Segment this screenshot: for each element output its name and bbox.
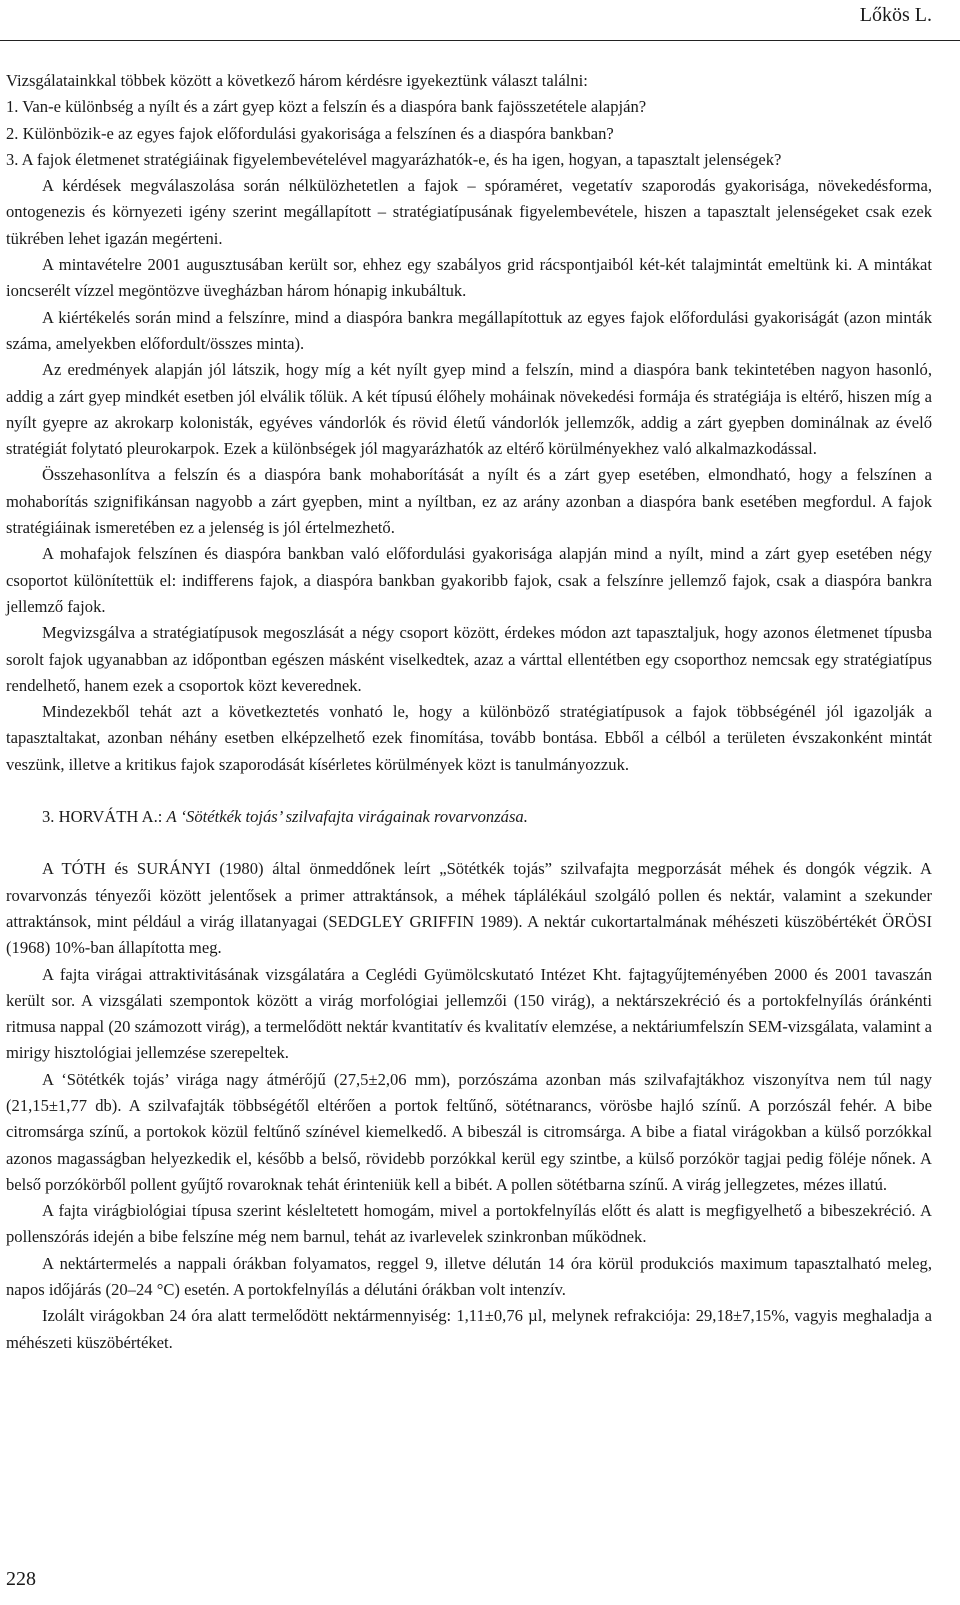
paragraph-sampling: A mintavételre 2001 augusztusában került sor, ehhez egy szabályos grid rácspontjaiból két-két talajmintát emeltünk ki. A mintákat ioncserélt vízzel megöntözve üvegházban három hónapig inkubáltuk. [6, 255, 932, 301]
paragraph-study-design: A fajta virágai attraktivitásának vizsgálatára a Ceglédi Gyümölcskutató Intézet Kht. fajtagyűjteményében 2000 és 2001 tavaszán került sor. A vizsgálati szempontok között a virág morfológiai jellemzői (150 virág), a nektárszekréció és a portokfelnyílás óránkénti ritmusa nappal (20 számozott virág), a termelődött nektár kvantitatív és kvalitatív elemzése, a nektáriumfelszín SEM-vizsgálata, valamint a mirigy hisztológiai jellemzése szerepeltek. [6, 964, 932, 1063]
running-head-author: Lőkös L. [859, 4, 932, 26]
paragraph-flower-biology: A fajta virágbiológiai típusa szerint késleltetett homogám, mivel a portokfelnyílás előtt és alatt is megfigyelhető a bibeszekréció. A pollenszórás idején a bibe felszíne még nem barnul, tehát az ivarlevelek szinkronban működnek. [6, 1201, 932, 1247]
header-rule [0, 40, 960, 41]
paragraph-evaluation: A kiértékelés során mind a felszínre, mind a diaspóra bankra megállapítottuk az egyes fajok előfordulási gyakoriságát (azon minták száma, amelyekben előfordult/összes minta). [6, 307, 932, 353]
paragraph-flower-morphology: A ‘Sötétkék tojás’ virága nagy átmérőjű (27,5±2,06 mm), porzószáma azonban más szilvafajtákhoz viszonyítva nem túl nagy (21,15±1,77 db). A szilvafajták többségétől eltérően a portok feltűnő, sötétnarancs, vörösbe hajló színű. A porzószál fehér. A bibe citromsárga színű, a portokok közül feltűnő színével kiemelkedő. A bibeszál is citromsárga. A bibe a fiatal virágokban a külső porzókkal azonos magasságban helyezkedik el, később a belső, rövidebb porzókkal kerül egy szintbe, a külső porzókör tagjai pedig föléje nőnek. A belső porzókörből pollent gyűjtő rovaroknak tehát érinteniük kell a bibét. A pollen sötétbarna színű. A virág jellegzetes, mézes illatú. [6, 1069, 932, 1194]
paragraph-results: Az eredmények alapján jól látszik, hogy míg a két nyílt gyep mind a felszín, mind a diaspóra bank tekintetében nagyon hasonló, addig a zárt gyep mindkét esetben jól elválik tőlük. A két típusú élőhely moháinak növekedési formája és stratégiája is eltérő, hiszen míg a nyílt gyepre az akrokarp kolonisták, egyéves vándorlók és rövid életű vándorlók jellemzők, addig a zárt gyepben dominálnak az évelő stratégiát folytató pleurokarpok. Ezek a különbségek jól magyarázhatók az eltérő körülményekhez való alkalmazkodással. [6, 360, 932, 459]
citation-sedgley-griffin: SEDGLEY GRIFFIN [328, 911, 475, 931]
question-3: 3. A fajok életmenet stratégiáinak figyelembevételével magyarázhatók-e, és ha igen, hogyan, a tapasztalt jelenségek? [6, 149, 782, 169]
question-2: 2. Különbözik-e az egyes fajok előfordulási gyakorisága a felszínen és a diaspóra bankban? [6, 123, 614, 143]
paragraph-nectar-quantity: Izolált virágokban 24 óra alatt termelődött nektármennyiség: 1,11±0,76 µl, melynek refrakciója: 29,18±7,15%, vagyis meghaladja a méhészeti küszöbértéket. [6, 1306, 932, 1352]
article-author: HORVÁTH A.: [58, 807, 163, 827]
article-heading [6, 804, 932, 830]
paragraph-nectar-production: A nektártermelés a nappali órákban folyamatos, reggel 9, illetve délután 14 óra körül produkciós maximum tapasztalható meleg, napos időjárás (20–24 °C) esetén. A portokfelnyílás a délutáni órákban volt intenzív. [6, 1253, 932, 1300]
citation-suranyi: SURÁNYI [136, 859, 211, 879]
paragraph-strategy-types: Megvizsgálva a stratégiatípusok megoszlását a négy csoport között, érdekes módon azt tapasztaljuk, hogy azonos életmenet típusba sorolt fajok ugyanabban az időpontban egészen másként viselkedtek, azaz a várttal ellentétben egy csoporthoz nemcsak egy stratégiatípus rendelhető, hanem ezek a csoportok közt keverednek. [6, 623, 932, 695]
page-number: 228 [6, 1568, 36, 1590]
paragraph-groups: A mohafajok felszínen és diaspóra bankban való előfordulási gyakorisága alapján mind a nyílt, mind a zárt gyep esetében négy csoportot különítettük el: indifferens fajok, a diaspóra bankban gyakoribb fajok, csak a felszínre jellemző fajok, csak a diaspóra bankra jellemző fajok. [6, 544, 932, 616]
paragraph-coverage: Összehasonlítva a felszín és a diaspóra bank mohaborítását a nyílt és a zárt gyep esetében, elmondható, hogy a felszínen a mohaborítás szignifikánsan nagyobb a zárt gyepben, mint a nyíltban, ez az arány azonban a diaspóra bank esetében megfordul. A fajok stratégiáinak ismeretében ez a jelenség is jól értelmezhető. [6, 465, 932, 538]
paragraph-methods-rationale: A kérdések megválaszolása során nélkülözhetetlen a fajok – spóraméret, vegetatív szaporodás gyakorisága, növekedésforma, ontogenezis és környezeti igény szerint megállapított – stratégiatípusának figyelembevétele, hiszen a tapasztalt jelenségeket csak ezek tükrében lehet igazán megérteni. [6, 176, 932, 248]
paragraph-pollination: A TÓTH és SURÁNYI (1980) által önmeddőnek leírt „Sötétkék tojás” szilvafajta megporzását méhek és dongók végzik. A rovarvonzás tényezői között jelentősek a primer attraktánsok, a méhek táplálékául szolgáló pollen és nektár, valamint a szekunder attraktánsok, mint például a virág illatanyagai (SEDGLEY GRIFFIN 1989). A nektár cukortartalmának méhészeti küszöbértékét ÖRÖSI (1968) 10%-ban állapította meg. [6, 859, 932, 958]
paragraph-conclusion: Mindezekből tehát azt a következtetés vonható le, hogy a különböző stratégiatípusok a fajok többségénél jól igazolják a tapasztaltakat, azonban néhány esetben elképzelhető ezek finomítása, tovább bontása. Ebből a célból a területen évszakonként mintát veszünk, illetve a kritikus fajok szaporodását kísérletes körülmények közt is tanulmányozzuk. [6, 702, 932, 774]
article-number: 3. [42, 807, 55, 827]
page-body [6, 68, 932, 1356]
citation-orosi: ÖRÖSI [882, 911, 932, 931]
article-title: A ‘Sötétkék tojás’ szilvafajta virágainak rovarvonzása. [166, 807, 528, 827]
question-1: 1. Van-e különbség a nyílt és a zárt gyep közt a felszín és a diaspóra bank fajösszetétele alapján? [6, 97, 647, 117]
citation-toth: TÓTH [61, 859, 106, 879]
intro-lead: Vizsgálatainkkal többek között a következő három kérdésre igyekeztünk választ találni: [6, 71, 588, 90]
